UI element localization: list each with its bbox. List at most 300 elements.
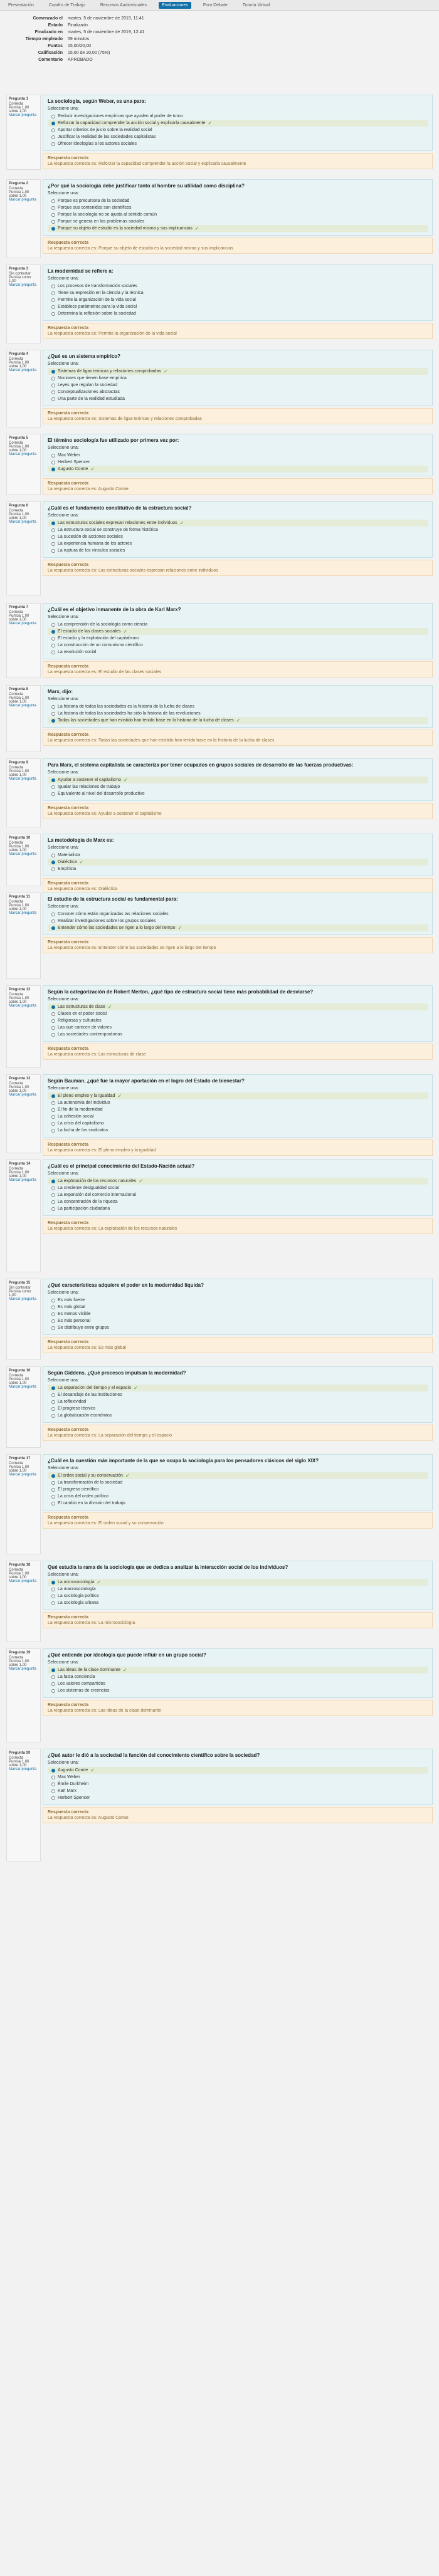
radio-button[interactable] — [51, 1386, 55, 1390]
flag-question-link[interactable]: Marcar pregunta — [9, 1178, 37, 1182]
question-status: Correcta — [9, 187, 24, 191]
feedback-box — [43, 1044, 433, 1060]
answer-option[interactable] — [48, 635, 428, 642]
question-score: Puntúa 1,00 sobre 1,00 — [9, 614, 29, 622]
answer-option[interactable] — [48, 911, 428, 918]
radio-button[interactable] — [51, 1319, 55, 1323]
radio-button[interactable] — [51, 312, 55, 316]
option-text: Porque sus contenidos son científicos — [58, 206, 132, 210]
answer-option[interactable] — [48, 1781, 428, 1788]
radio-button[interactable] — [51, 651, 55, 654]
answer-option[interactable] — [48, 1385, 428, 1391]
option-text: La crisis del orden político — [58, 1494, 108, 1499]
feedback-title: Respuesta correcta — [48, 1221, 88, 1225]
option-text: La ruptura de los vínculos sociales — [58, 548, 125, 553]
radio-button[interactable] — [51, 384, 55, 387]
correct-answer-value: Es más global — [98, 1346, 126, 1350]
radio-button[interactable] — [51, 199, 55, 203]
radio-button[interactable] — [51, 1129, 55, 1133]
radio-button[interactable] — [51, 1299, 55, 1302]
radio-button[interactable] — [51, 1594, 55, 1598]
radio-button[interactable] — [51, 1675, 55, 1679]
question-number: Pregunta 13 — [9, 1077, 31, 1081]
answer-option[interactable] — [48, 290, 428, 296]
radio-button[interactable] — [51, 1180, 55, 1183]
flag-question-link[interactable]: Marcar pregunta — [9, 852, 37, 856]
answer-option[interactable] — [48, 459, 428, 466]
answer-option[interactable] — [48, 375, 428, 382]
radio-button[interactable] — [51, 1783, 55, 1786]
select-prompt: Seleccione una: — [48, 1378, 79, 1383]
nav-tab[interactable]: Evaluaciones — [159, 2, 191, 9]
answer-option[interactable] — [48, 1297, 428, 1304]
answer-option[interactable] — [48, 134, 428, 140]
radio-button[interactable] — [51, 1193, 55, 1197]
question-content — [43, 758, 433, 827]
answer-option[interactable] — [48, 540, 428, 547]
radio-button[interactable] — [51, 220, 55, 224]
flag-question-link[interactable]: Marcar pregunta — [9, 283, 37, 287]
feedback-title: Respuesta correcta — [48, 326, 88, 330]
flag-question-link[interactable]: Marcar pregunta — [9, 369, 37, 372]
radio-button[interactable] — [51, 1495, 55, 1499]
answer-option[interactable] — [48, 197, 428, 204]
select-prompt: Seleccione una: — [48, 904, 79, 909]
select-prompt: Seleccione una: — [48, 846, 79, 850]
radio-button[interactable] — [51, 854, 55, 857]
answer-option[interactable] — [48, 303, 428, 310]
feedback-box — [43, 238, 433, 254]
correct-answer-prefix: La respuesta correcta es: — [48, 1433, 98, 1438]
option-text: La construcción de un comunismo científico — [58, 643, 143, 647]
summary-value: 15,00/20,00 — [68, 44, 91, 48]
top-nav — [0, 0, 439, 11]
feedback-title: Respuesta correcta — [48, 940, 88, 945]
question-info — [6, 1074, 41, 1153]
question-info — [6, 834, 41, 886]
flag-question-link[interactable]: Marcar pregunta — [9, 1297, 37, 1301]
radio-button[interactable] — [51, 1019, 55, 1023]
nav-tab[interactable]: Foro Debate — [203, 3, 228, 8]
radio-button[interactable] — [51, 454, 55, 458]
question-score: Puntúa 1,00 sobre 1,00 — [9, 106, 29, 113]
answer-option[interactable] — [48, 211, 428, 218]
correct-answer — [48, 1816, 428, 1820]
radio-button[interactable] — [51, 1207, 55, 1211]
flag-question-link[interactable]: Marcar pregunta — [9, 1093, 37, 1097]
radio-button[interactable] — [51, 785, 55, 789]
radio-button[interactable] — [51, 397, 55, 401]
radio-button[interactable] — [51, 461, 55, 464]
answer-option[interactable] — [48, 310, 428, 317]
answer-option[interactable] — [48, 533, 428, 540]
radio-button[interactable] — [51, 1488, 55, 1492]
answer-option[interactable] — [48, 218, 428, 225]
radio-button[interactable] — [51, 542, 55, 546]
answer-option[interactable] — [48, 1667, 428, 1673]
question-text: ¿Qué autor le dió a la sociedad la función del conocimiento científico sobre la sociedad? — [48, 1752, 260, 1758]
radio-button[interactable] — [51, 1400, 55, 1404]
answer-option[interactable] — [48, 520, 428, 526]
flag-question-link[interactable]: Marcar pregunta — [9, 1767, 37, 1771]
answer-option[interactable] — [48, 140, 428, 147]
select-prompt: Seleccione una: — [48, 770, 79, 775]
select-prompt: Seleccione una: — [48, 1660, 79, 1665]
radio-button[interactable] — [51, 861, 55, 864]
option-text: Conceptualizaciones abstractas — [58, 390, 120, 394]
option-text: Clases en el poder social — [58, 1012, 107, 1016]
radio-button[interactable] — [51, 1312, 55, 1316]
radio-button[interactable] — [51, 370, 55, 374]
question-status: Correcta — [9, 610, 24, 614]
option-text: La autonomía del individuo — [58, 1101, 110, 1105]
answer-option[interactable] — [48, 710, 428, 717]
radio-button[interactable] — [51, 867, 55, 871]
answer-option[interactable] — [48, 1472, 428, 1479]
radio-button[interactable] — [51, 637, 55, 641]
radio-button[interactable] — [51, 913, 55, 916]
radio-button[interactable] — [51, 1306, 55, 1309]
question-number: Pregunta 4 — [9, 352, 29, 356]
correct-answer-prefix: La respuesta correcta es: — [48, 670, 98, 674]
answer-option[interactable] — [48, 120, 428, 127]
radio-button[interactable] — [51, 135, 55, 139]
question-text: ¿Qué es un sistema empírico? — [48, 353, 121, 359]
question-status: Correcta — [9, 1462, 24, 1465]
question-block — [0, 1160, 439, 1272]
radio-button[interactable] — [51, 1122, 55, 1126]
radio-button[interactable] — [51, 1026, 55, 1030]
answer-option[interactable] — [48, 777, 428, 783]
radio-button[interactable] — [51, 1789, 55, 1793]
answer-option[interactable] — [48, 1198, 428, 1205]
radio-button[interactable] — [51, 142, 55, 146]
radio-button[interactable] — [51, 227, 55, 231]
answer-option[interactable] — [48, 1493, 428, 1500]
answer-option[interactable] — [48, 1304, 428, 1311]
radio-button[interactable] — [51, 778, 55, 782]
flag-question-link[interactable]: Marcar pregunta — [9, 1667, 37, 1671]
summary-label: Puntos — [48, 44, 63, 48]
option-text: Aportar criterios de juicio sobre la realidad social — [58, 128, 152, 132]
option-text: La participación ciudadana — [58, 1207, 110, 1211]
radio-button[interactable] — [51, 305, 55, 309]
answer-option[interactable] — [48, 389, 428, 395]
answer-option[interactable] — [48, 1673, 428, 1680]
check-icon: ✓ — [134, 1385, 138, 1391]
radio-button[interactable] — [51, 1414, 55, 1418]
radio-button[interactable] — [51, 535, 55, 539]
radio-button[interactable] — [51, 1407, 55, 1411]
question-number: Pregunta 5 — [9, 436, 29, 440]
answer-option[interactable] — [48, 859, 428, 866]
correct-answer-value: Todas las sociedades que han existido han tenido base en la historia de la lucha de clases — [98, 738, 275, 743]
radio-button[interactable] — [51, 792, 55, 796]
option-text: Tiene su expresión en la ciencia y la técnica — [58, 291, 144, 295]
radio-button[interactable] — [51, 128, 55, 132]
question-score: Puntúa 1,00 sobre 1,00 — [9, 997, 29, 1004]
radio-button[interactable] — [51, 1200, 55, 1204]
answer-option[interactable] — [48, 452, 428, 459]
answer-option[interactable] — [48, 924, 428, 931]
answer-option[interactable] — [48, 1185, 428, 1191]
answer-option[interactable] — [48, 1405, 428, 1412]
correct-answer-prefix: La respuesta correcta es: — [48, 946, 98, 950]
correct-answer — [48, 1621, 428, 1625]
radio-button[interactable] — [51, 1502, 55, 1505]
answer-option[interactable] — [48, 1031, 428, 1038]
flag-question-link[interactable]: Marcar pregunta — [9, 113, 37, 117]
question-status: Correcta — [9, 357, 24, 361]
nav-tab[interactable]: Recursos Audiovisuales — [100, 3, 147, 8]
question-text: Según la categorización de Robert Merton, ¿qué tipo de estructura social tiene más probabilidad de desviarse? — [48, 989, 314, 995]
answer-option[interactable] — [48, 204, 428, 211]
radio-button[interactable] — [51, 1094, 55, 1098]
question-status: Sin contestar — [9, 1286, 31, 1290]
radio-button[interactable] — [51, 644, 55, 647]
flag-question-link[interactable]: Marcar pregunta — [9, 1579, 37, 1583]
answer-option[interactable] — [48, 1398, 428, 1405]
answer-option[interactable] — [48, 783, 428, 790]
correct-answer-value: La microsociología — [98, 1621, 135, 1625]
answer-option[interactable] — [48, 113, 428, 120]
radio-button[interactable] — [51, 115, 55, 118]
flag-question-link[interactable]: Marcar pregunta — [9, 777, 37, 781]
answer-option[interactable] — [48, 1106, 428, 1113]
question-block — [0, 1074, 439, 1153]
answer-option[interactable] — [48, 1024, 428, 1031]
radio-button[interactable] — [51, 1474, 55, 1478]
answer-option[interactable] — [48, 1324, 428, 1331]
question-text: ¿Por qué la sociología debe justificar tanto al hombre su utilidad como disciplina? — [48, 183, 245, 189]
correct-answer-value: La explotación de los recursos naturales — [98, 1227, 177, 1231]
answer-option[interactable] — [48, 1113, 428, 1120]
option-text: Determina la reflexión sobre la sociedad — [58, 312, 136, 316]
question-number: Pregunta 1 — [9, 97, 29, 101]
option-text: Leyes que regulan la sociedad — [58, 383, 117, 387]
radio-button[interactable] — [51, 291, 55, 295]
flag-question-link[interactable]: Marcar pregunta — [9, 1385, 37, 1389]
flag-question-link[interactable]: Marcar pregunta — [9, 520, 37, 524]
answer-option[interactable] — [48, 1092, 428, 1099]
answer-option[interactable] — [48, 1317, 428, 1324]
correct-answer — [48, 417, 428, 421]
radio-button[interactable] — [51, 213, 55, 217]
answer-option[interactable] — [48, 1178, 428, 1185]
radio-button[interactable] — [51, 1033, 55, 1037]
option-text: La microsociología — [58, 1580, 95, 1584]
flag-question-link[interactable]: Marcar pregunta — [9, 704, 37, 708]
option-text: Herbert Spencer — [58, 460, 90, 464]
radio-button[interactable] — [51, 528, 55, 532]
radio-button[interactable] — [51, 1776, 55, 1779]
select-prompt: Seleccione una: — [48, 1761, 79, 1765]
radio-button[interactable] — [51, 1115, 55, 1119]
answer-option[interactable] — [48, 1479, 428, 1486]
answer-option[interactable] — [48, 1003, 428, 1010]
question-card — [43, 95, 433, 151]
answer-option[interactable] — [48, 1687, 428, 1694]
correct-answer — [48, 1433, 428, 1438]
answer-option[interactable] — [48, 547, 428, 554]
answer-option[interactable] — [48, 1500, 428, 1507]
radio-button[interactable] — [51, 1682, 55, 1686]
radio-button[interactable] — [51, 623, 55, 627]
question-card — [43, 1749, 433, 1805]
radio-button[interactable] — [51, 549, 55, 553]
question-info — [6, 603, 41, 678]
answer-option[interactable] — [48, 127, 428, 134]
select-prompt: Seleccione una: — [48, 1291, 79, 1295]
question-text: ¿Cuál es el fundamento constitutivo de la estructura social? — [48, 505, 192, 511]
radio-button[interactable] — [51, 705, 55, 709]
feedback-title: Respuesta correcta — [48, 1428, 88, 1432]
radio-button[interactable] — [51, 1108, 55, 1112]
answer-option[interactable] — [48, 1788, 428, 1794]
answer-option[interactable] — [48, 1774, 428, 1781]
summary-label: Comenzado el — [33, 16, 63, 21]
answer-option[interactable] — [48, 1579, 428, 1586]
radio-button[interactable] — [51, 1326, 55, 1330]
check-icon: ✓ — [90, 1767, 95, 1773]
radio-button[interactable] — [51, 630, 55, 634]
radio-button[interactable] — [51, 390, 55, 394]
radio-button[interactable] — [51, 377, 55, 380]
answer-option[interactable] — [48, 642, 428, 649]
flag-question-link[interactable]: Marcar pregunta — [9, 1473, 37, 1477]
option-text: Reducir investigaciones empíricas que ayuden al poder de turno — [58, 114, 183, 118]
check-icon: ✓ — [163, 369, 168, 374]
radio-button[interactable] — [51, 285, 55, 288]
correct-answer — [48, 1148, 428, 1153]
answer-option[interactable] — [48, 368, 428, 375]
answer-option[interactable] — [48, 1600, 428, 1606]
answer-option[interactable] — [48, 918, 428, 924]
question-text: La sociología, según Weber, es una para: — [48, 98, 146, 104]
answer-option[interactable] — [48, 703, 428, 710]
feedback-box — [43, 1218, 433, 1234]
flag-question-link[interactable]: Marcar pregunta — [9, 453, 37, 456]
radio-button[interactable] — [51, 1101, 55, 1105]
option-text: La experiencia humana de los actores — [58, 542, 132, 546]
radio-button[interactable] — [51, 298, 55, 302]
question-block — [0, 1749, 439, 1861]
answer-option[interactable] — [48, 621, 428, 628]
radio-button[interactable] — [51, 1393, 55, 1397]
answer-option[interactable] — [48, 296, 428, 303]
option-text: La explotación de los recursos naturales — [58, 1179, 137, 1183]
answer-option[interactable] — [48, 649, 428, 656]
question-number: Pregunta 18 — [9, 1563, 31, 1567]
answer-option[interactable] — [48, 852, 428, 859]
feedback-box — [43, 153, 433, 169]
answer-option[interactable] — [48, 1486, 428, 1493]
answer-option[interactable] — [48, 382, 428, 389]
answer-option[interactable] — [48, 628, 428, 635]
radio-button[interactable] — [51, 1005, 55, 1009]
answer-option[interactable] — [48, 1391, 428, 1398]
question-number: Pregunta 2 — [9, 182, 29, 186]
radio-button[interactable] — [51, 206, 55, 210]
answer-option[interactable] — [48, 283, 428, 290]
feedback-title: Respuesta correcta — [48, 806, 88, 810]
summary-label: Estado — [48, 23, 63, 28]
answer-option[interactable] — [48, 1191, 428, 1198]
answer-option[interactable] — [48, 225, 428, 232]
answer-option[interactable] — [48, 866, 428, 872]
answer-option[interactable] — [48, 1311, 428, 1317]
answer-option[interactable] — [48, 790, 428, 797]
answer-option[interactable] — [48, 1205, 428, 1212]
radio-button[interactable] — [51, 122, 55, 125]
answer-option[interactable] — [48, 1680, 428, 1687]
radio-button[interactable] — [51, 1588, 55, 1591]
answer-option[interactable] — [48, 1017, 428, 1024]
radio-button[interactable] — [51, 926, 55, 930]
answer-option[interactable] — [48, 1120, 428, 1127]
radio-button[interactable] — [51, 719, 55, 723]
answer-option[interactable] — [48, 395, 428, 402]
radio-button[interactable] — [51, 1186, 55, 1190]
option-text: La macrosociología — [58, 1587, 96, 1591]
radio-button[interactable] — [51, 1769, 55, 1772]
question-card — [43, 1454, 433, 1511]
question-info — [6, 95, 41, 170]
nav-tab[interactable]: Cuadro de Trabajo — [48, 3, 85, 8]
answer-option[interactable] — [48, 466, 428, 473]
option-text: La crisis del capitalismo — [58, 1121, 104, 1126]
radio-button[interactable] — [51, 1668, 55, 1672]
radio-button[interactable] — [51, 1581, 55, 1584]
question-status: Correcta — [9, 693, 24, 696]
flag-question-link[interactable]: Marcar pregunta — [9, 911, 37, 915]
check-icon: ✓ — [139, 1178, 143, 1184]
flag-question-link[interactable]: Marcar pregunta — [9, 1004, 37, 1008]
option-text: La sucesión de acciones sociales — [58, 535, 123, 539]
question-score: Puntúa 1,00 sobre 1,00 — [9, 191, 29, 198]
question-block — [0, 1279, 439, 1360]
answer-option[interactable] — [48, 1593, 428, 1600]
answer-option[interactable] — [48, 526, 428, 533]
answer-option[interactable] — [48, 1099, 428, 1106]
answer-option[interactable] — [48, 717, 428, 724]
answer-option[interactable] — [48, 1767, 428, 1774]
radio-button[interactable] — [51, 712, 55, 716]
radio-button[interactable] — [51, 1689, 55, 1693]
radio-button[interactable] — [51, 1012, 55, 1016]
radio-button[interactable] — [51, 1601, 55, 1605]
nav-tab[interactable]: Tutoría Virtual — [242, 3, 270, 8]
flag-question-link[interactable]: Marcar pregunta — [9, 622, 37, 626]
answer-option[interactable] — [48, 1794, 428, 1801]
radio-button[interactable] — [51, 521, 55, 525]
check-icon: ✓ — [97, 1579, 102, 1585]
answer-option[interactable] — [48, 1412, 428, 1419]
question-content — [43, 1366, 433, 1448]
question-status: Correcta — [9, 1082, 24, 1086]
radio-button[interactable] — [51, 1481, 55, 1485]
flag-question-link[interactable]: Marcar pregunta — [9, 198, 37, 202]
option-text: Justificar la realidad de las sociedades capitalistas — [58, 135, 156, 139]
radio-button[interactable] — [51, 1796, 55, 1800]
radio-button[interactable] — [51, 919, 55, 923]
question-content — [43, 350, 433, 427]
nav-tab[interactable]: Presentación — [8, 3, 34, 8]
radio-button[interactable] — [51, 468, 55, 471]
answer-option[interactable] — [48, 1010, 428, 1017]
answer-option[interactable] — [48, 1586, 428, 1593]
answer-option[interactable] — [48, 1127, 428, 1134]
